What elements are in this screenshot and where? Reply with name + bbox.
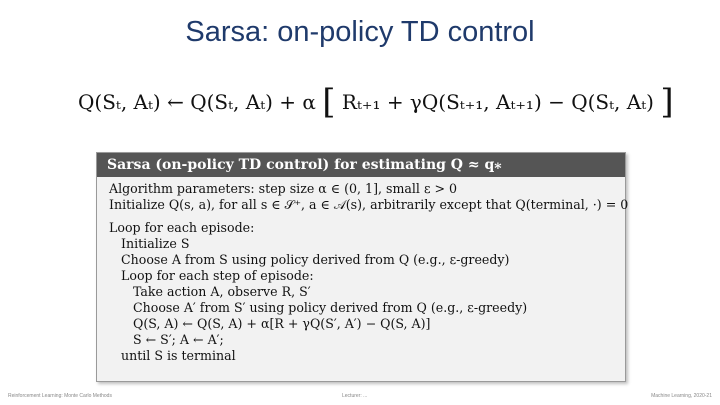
line-gap [109,213,615,220]
algorithm-line: Choose A from S using policy derived from Q (e.g., ε-greedy) [121,252,510,267]
equation-bracket-close: ] [660,82,674,122]
algorithm-line: S ← S′; A ← A′; [133,332,224,347]
sarsa-update-equation [78,82,674,122]
equation-inner: Rₜ₊₁ + γQ(Sₜ₊₁, Aₜ₊₁) − Q(Sₜ, Aₜ) [341,90,654,114]
slide-title: Sarsa: on-policy TD control [185,16,535,48]
footer-lecturer: Lecturer: ... [342,393,368,399]
algorithm-line: Loop for each episode: [109,220,255,235]
equation-lhs: Q(Sₜ, Aₜ) ← Q(Sₜ, Aₜ) + α [78,90,316,114]
algorithm-line: Choose A′ from S′ using policy derived from Q (e.g., ε-greedy) [133,300,528,315]
algorithm-line: Q(S, A) ← Q(S, A) + α[R + γQ(S′, A′) − Q(S, A)] [133,316,431,331]
algorithm-box [96,152,629,382]
algorithm-line: until S is terminal [121,348,236,363]
algorithm-line: Initialize S [121,236,190,251]
footer-date: Machine Learning, 2020-21 [651,393,712,399]
algorithm-line: Algorithm parameters: step size α ∈ (0, 1], small ε > 0 [109,181,458,196]
algorithm-line: Initialize Q(s, a), for all s ∈ 𝒮⁺, a ∈ 𝒜(s), arbitrarily except that Q(terminal, ·) = 0 [109,197,629,212]
algorithm-line: Take action A, observe R, S′ [133,284,311,299]
equation-bracket-open: [ [322,82,336,122]
footer-course: Reinforcement Learning: Monte Carlo Methods [8,393,112,399]
algorithm-body [97,177,629,364]
algorithm-line: Loop for each step of episode: [121,268,314,283]
algorithm-header: Sarsa (on-policy TD control) for estimating Q ≈ q⁎ [97,153,625,177]
